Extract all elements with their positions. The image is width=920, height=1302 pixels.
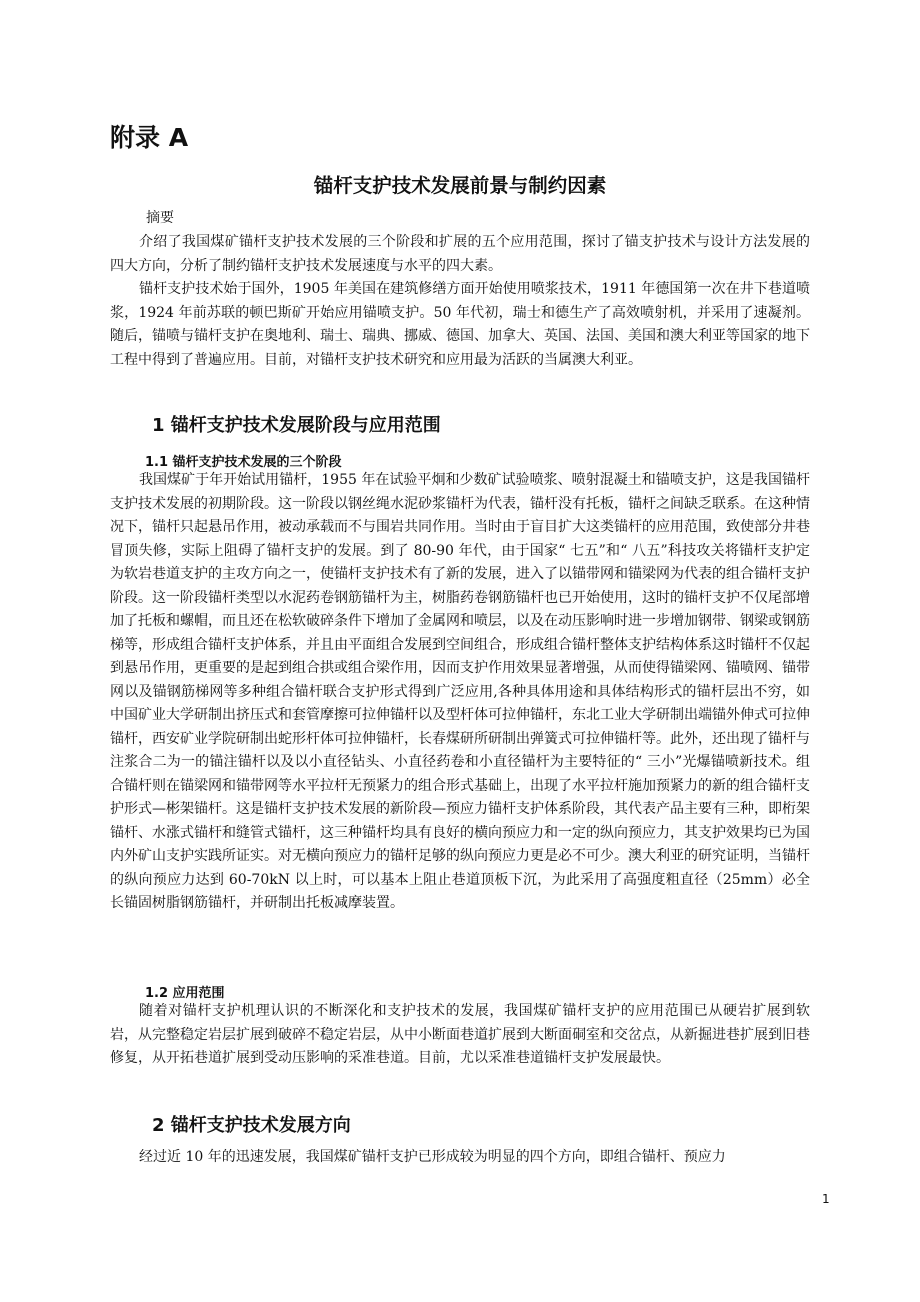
- section-2-text: 经过近 10 年的迅速发展，我国煤矿锚杆支护已形成较为明显的四个方向，即组合锚杆、预应力: [139, 1149, 726, 1165]
- section-2-heading: 2 锚杆支护技术发展方向: [152, 1115, 351, 1136]
- subsection-1-1-text: 我国煤矿于年开始试用锚杆，1955 年在试验平炯和少数矿试验喷浆、喷射混凝土和锚喷支护，这是我国锚杆支护技术发展的初期阶段。这一阶段以钢丝绳水泥砂浆锚杆为代表，锚杆没有托板，锚杆之间缺乏联系。在这种情况下，锚杆只起悬吊作用，被动承载而不与围岩共同作用。当时由于盲目扩大这类锚杆的应用范围，致使部分井巷冒顶失修，实际上阻碍了锚杆支护的发展。到了 80-90 年代，由于国家“ 七五”和“ 八五”科技攻关将锚杆支护定为软岩巷道支护的主攻方向之一，使锚杆支护技术有了新的发展，进入了以锚带网和锚梁网为代表的组合锚杆支护阶段。这一阶段锚杆类型以水泥药卷钢筋锚杆为主，树脂药卷钢筋锚杆也已开始使用，这时的锚杆支护不仅尾部增加了托板和螺帽，而且还在松软破碎条件下增加了金属网和喷层，以及在动压影响时进一步增加钢带、钢梁或钢筋梯等，形成组合锚杆支护体系，并且由平面组合发展到空间组合，形成组合锚杆整体支护结构体系这时锚杆不仅起到悬吊作用，更重要的是起到组合拱或组合梁作用，因而支护作用效果显著增强，从而使得锚梁网、锚喷网、锚带网以及锚钢筋梯网等多种组合锚杆联合支护形式得到广泛应用,各种具体用途和具体结构形式的锚杆层出不穷，如中国矿业大学研制出挤压式和套管摩擦可拉伸锚杆以及型杆体可拉伸锚杆，东北工业大学研制出端锚外伸式可拉伸锚杆，西安矿业学院研制出蛇形杆体可拉伸锚杆，长春煤研所研制出弹簧式可拉伸锚杆等。此外，还出现了锚杆与注浆合二为一的锚注锚杆以及以小直径钻头、小直径药卷和小直径锚杆为主要特征的“ 三小”光爆锚喷新技术。组合锚杆则在锚梁网和锚带网等水平拉杆无预紧力的组合形式基础上，出现了水平拉杆施加预紧力的新的组合锚杆支护形式—彬架锚杆。这是锚杆支护技术发展的新阶段—预应力锚杆支护体系阶段，其代表产品主要有三种，即桁架锚杆、水涨式锚杆和缝管式锚杆，这三种锚杆均具有良好的横向预应力和一定的纵向预应力，其支护效果均已为国内外矿山支护实践所证实。对无横向预应力的锚杆足够的纵向预应力更是必不可少。澳大利亚的研究证明，当锚杆的纵向预应力达到 60-70kN 以上时，可以基本上阻止巷道顶板下沉，为此采用了高强度粗直径（25mm）必全长锚固树脂钢筋锚杆，并研制出托板减摩装置。: [110, 472, 810, 911]
- subsection-1-1-heading: 1.1 锚杆支护技术发展的三个阶段: [145, 455, 342, 470]
- page-number: 1: [822, 1192, 830, 1206]
- subsection-1-2-text: 随着对锚杆支护机理认识的不断深化和支护技术的发展，我国煤矿锚杆支护的应用范围已从硬岩扩展到软岩，从完整稳定岩层扩展到破碎不稳定岩层，从中小断面巷道扩展到大断面硐室和交岔点，从新掘进巷扩展到旧巷修复，从开拓巷道扩展到受动压影响的采准巷道。目前，尤以采准巷道锚杆支护发展最快。: [110, 1003, 810, 1066]
- intro-paragraph: 锚杆支护技术始于国外，1905 年美国在建筑修缮方面开始使用喷浆技术，1911 年德国第一次在井下巷道喷浆，1924 年前苏联的顿巴斯矿开始应用锚喷支护。50 年代初，瑞士和德生产了高效喷射机，并采用了速凝剂。随后，锚喷与锚杆支护在奥地利、瑞士、瑞典、挪威、德国、加拿大、英国、法国、美国和澳大利亚等国家的地下工程中得到了普遍应用。目前，对锚杆支护技术研究和应用最为活跃的当属澳大利亚。: [110, 281, 810, 368]
- subsection-1-2-heading: 1.2 应用范围: [145, 986, 225, 1001]
- abstract-label: 摘要: [146, 210, 174, 226]
- appendix-heading: 附录 A: [110, 123, 189, 152]
- abstract-label-line: [110, 207, 810, 231]
- abstract-text: 介绍了我国煤矿锚杆支护技术发展的三个阶段和扩展的五个应用范围，探讨了锚支护技术与设计方法发展的四大方向，分析了制约锚杆支护技术发展速度与水平的四大素。: [110, 234, 810, 274]
- document-title: 锚杆支护技术发展前景与制约因素: [313, 174, 607, 197]
- section-1-heading: 1 锚杆支护技术发展阶段与应用范围: [152, 415, 441, 436]
